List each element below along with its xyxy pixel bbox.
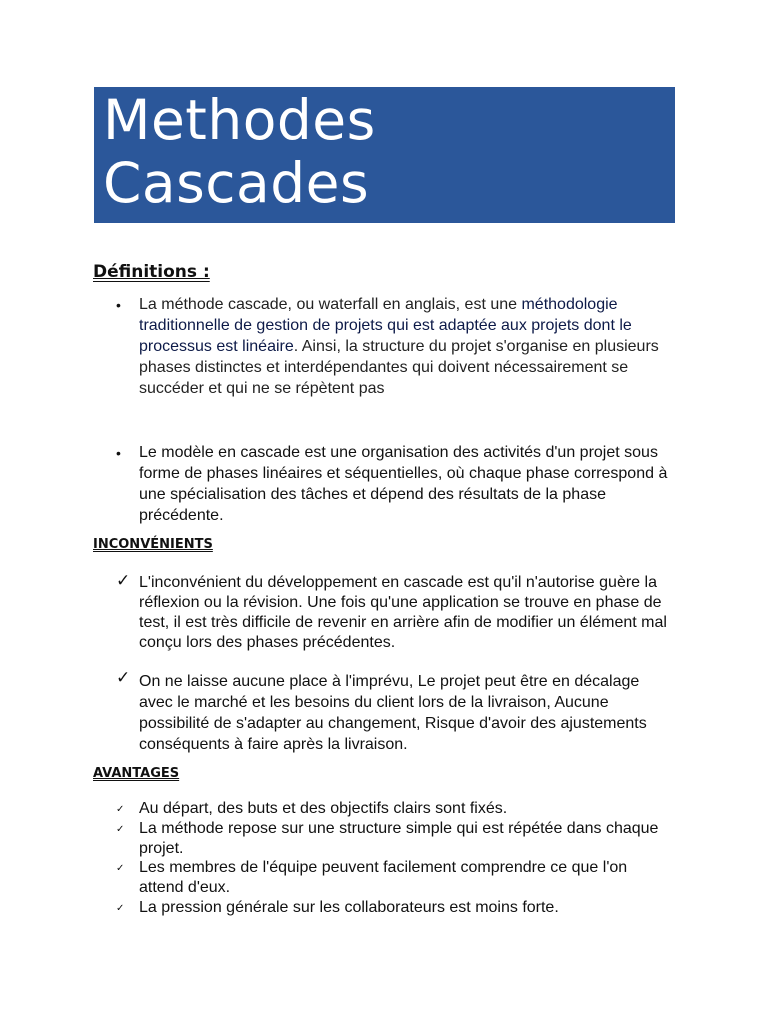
title-banner xyxy=(94,87,675,223)
title-line-2: Cascades xyxy=(103,151,370,215)
checkmark-icon: ✓ xyxy=(116,804,125,815)
avantage-item-4: La pression générale sur les collaborateurs est moins forte. xyxy=(139,899,559,916)
definition-item-1 xyxy=(139,294,674,399)
title-line-1: Methodes xyxy=(103,88,376,152)
checkmark-icon: ✓ xyxy=(116,903,125,914)
inconvenients-heading: INCONVÉNIENTS xyxy=(93,537,213,552)
inconvenient-item-2: On ne laisse aucune place à l'imprévu, Le projet peut être en décalage avec le marché et les besoins du client lors de la livraison, Aucune possibilité de s'adapter au changement, Risque d'avoir des ajustements conséquents à faire après la livraison. xyxy=(139,673,647,753)
checkmark-icon: ✓ xyxy=(116,668,131,688)
checkmark-icon: ✓ xyxy=(116,863,125,874)
checkmark-icon: ✓ xyxy=(116,824,125,835)
avantage-item-3: Les membres de l'équipe peuvent facilement comprendre ce que l'on attend d'eux. xyxy=(139,859,628,896)
definition-1-prefix: La méthode cascade, ou waterfall en anglais, est une xyxy=(139,296,522,313)
avantage-item-1: Au départ, des buts et des objectifs clairs sont fixés. xyxy=(139,800,508,817)
bullet-dot-icon: • xyxy=(116,297,121,313)
definitions-heading: Définitions : xyxy=(93,262,210,282)
avantages-heading: AVANTAGES xyxy=(93,766,180,781)
avantage-item-2: La méthode repose sur une structure simple qui est répétée dans chaque projet. xyxy=(139,820,659,857)
inconvenient-item-1: L'inconvénient du développement en cascade est qu'il n'autorise guère la réflexion ou la révision. Une fois qu'une application se trouve en phase de test, il est très difficile de revenir en arrière afin de modifier un élément mal conçu lors des phases précédentes. xyxy=(139,574,667,651)
definition-item-2: Le modèle en cascade est une organisation des activités d'un projet sous forme de phases linéaires et séquentielles, où chaque phase correspond à une spécialisation des tâches et dépend des résultats de la phase précédente. xyxy=(139,444,668,524)
checkmark-icon: ✓ xyxy=(116,571,131,591)
definition-1-highlight: méthodologie traditionnelle de gestion de projets qui est adaptée aux projets dont le processus est linéaire xyxy=(139,296,632,355)
definition-1-suffix: . Ainsi, la structure du projet s'organise en plusieurs phases distinctes et interdépendantes qui doivent nécessairement se succéder et qui ne se répètent pas xyxy=(139,338,659,397)
bullet-dot-icon: • xyxy=(116,445,121,461)
